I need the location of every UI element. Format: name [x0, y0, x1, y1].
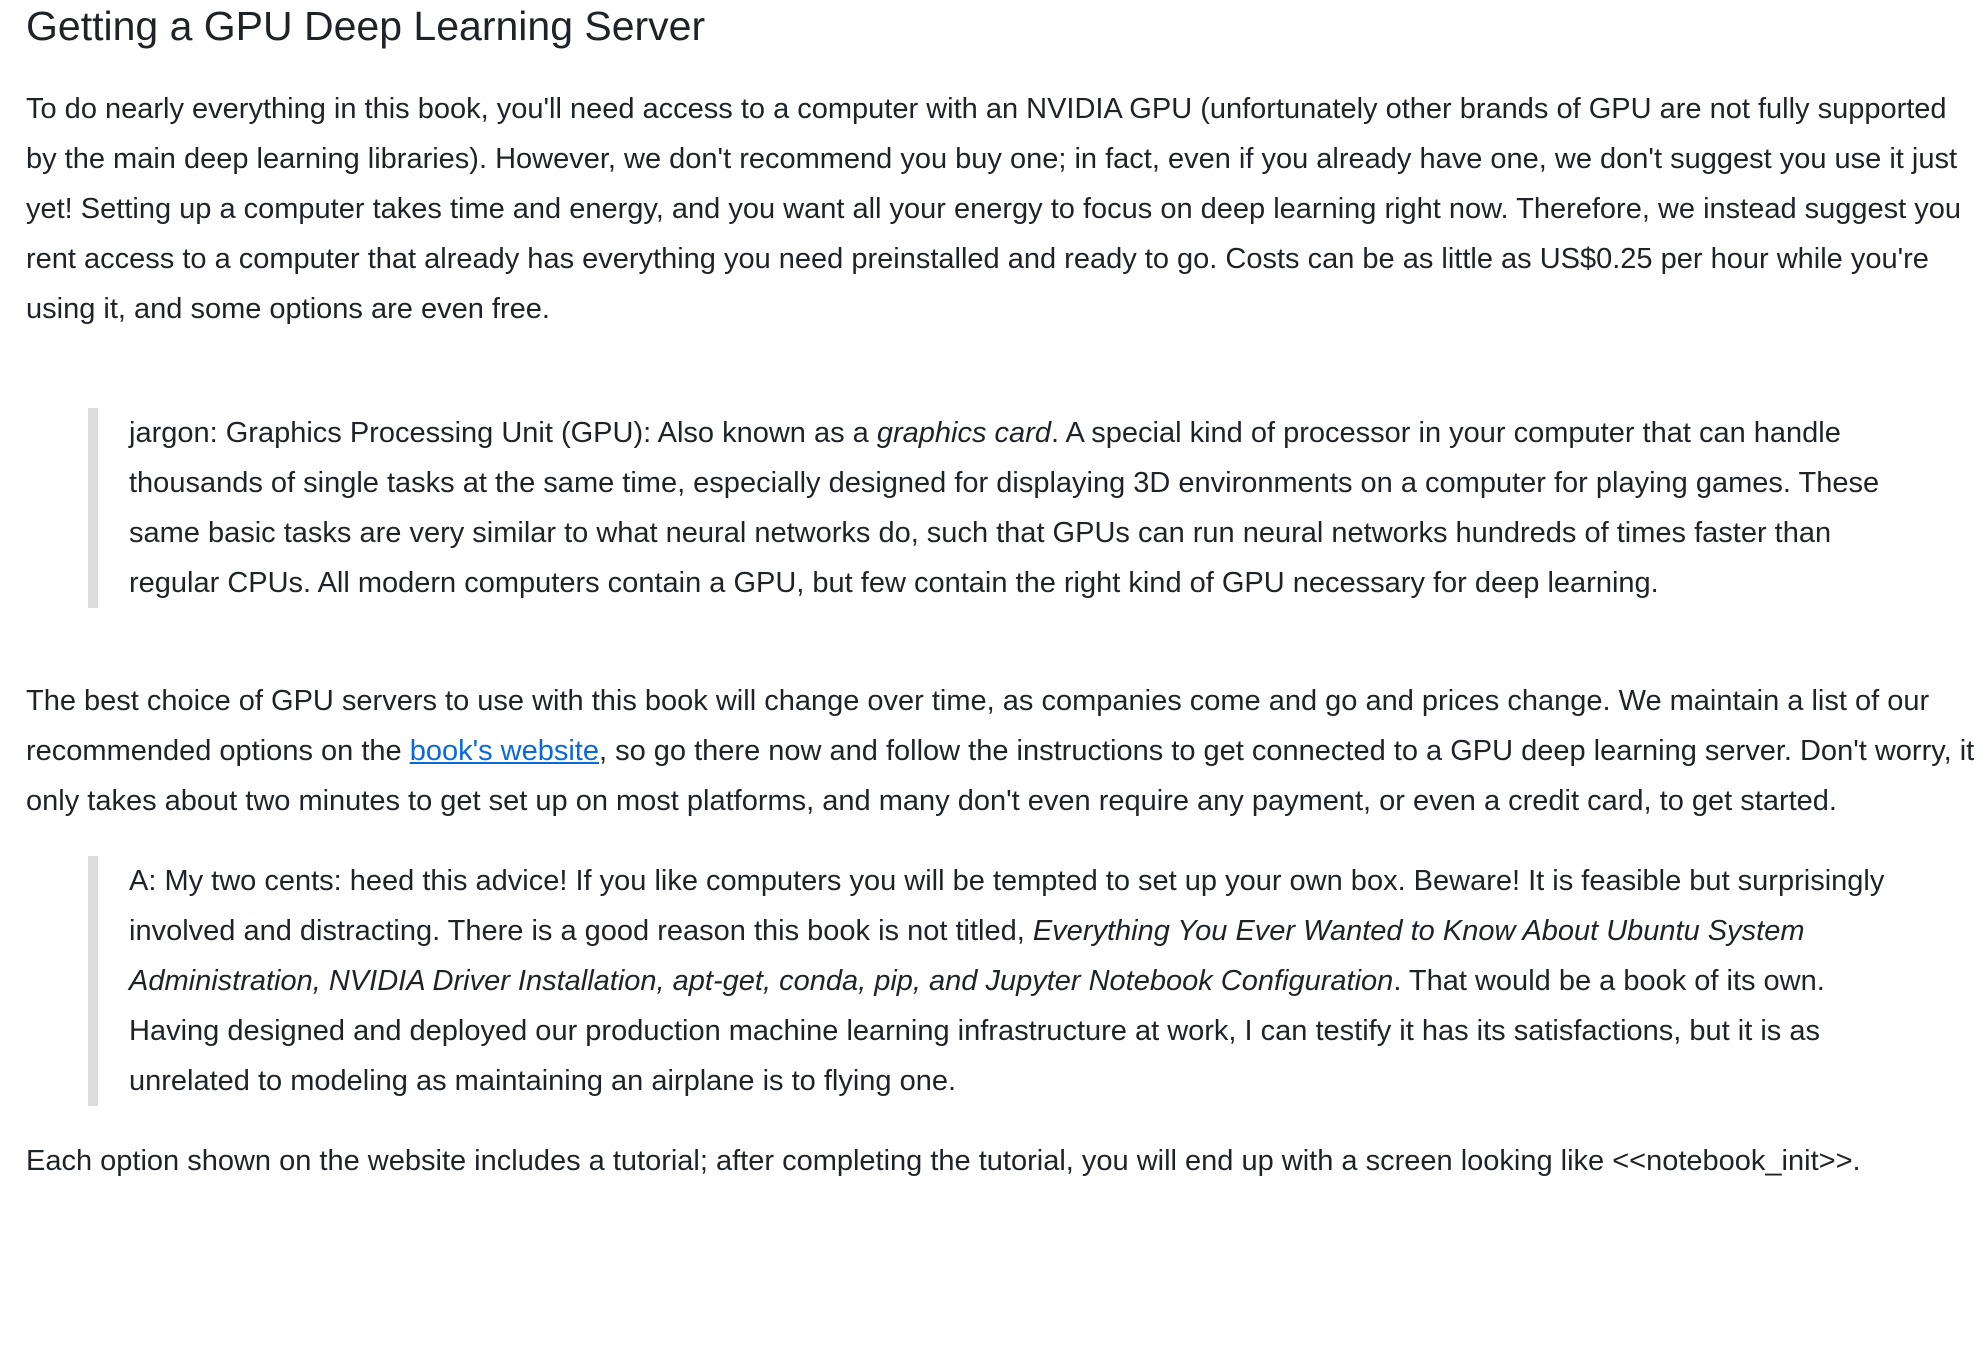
choice-text-end: , so go there now and follow the instructions to get connected to a GPU deep learning server. Don't worry, it only takes about two minutes to get set up on most platforms, and many don't even require any payment, or even a credit card, to get started. — [26, 735, 1975, 817]
jargon-emphasis: graphics card — [876, 417, 1051, 449]
final-paragraph: Each option shown on the website includes a tutorial; after completing the tutorial, you will end up with a screen looking like <<notebook_init>>. — [26, 1145, 1861, 1177]
advice-text-start: A: My two cents: heed this advice! If you like computers you will be tempted to set up your own box. Beware! It is feasible but surprisingly involved and distracting. There is a good reason this book is not titled, — [129, 865, 1885, 947]
advice-emphasis: Everything You Ever Wanted to Know About Ubuntu System Administration, NVIDIA Driver Installation, apt-get, conda, pip, and Jupyter Notebook Configuration — [129, 915, 1805, 997]
advice-text-end: . That would be a book of its own. Having designed and deployed our production machine learning infrastructure at work, I can testify it has its satisfactions, but it is as unrelated to modeling as maintaining an airplane is to flying one. — [129, 965, 1825, 1097]
choice-text-start: The best choice of GPU servers to use with this book will change over time, as companies come and go and prices change. We maintain a list of our recommended options on the — [26, 685, 1930, 767]
books-website-link[interactable]: book's website — [409, 735, 599, 767]
gpu-choice-paragraph — [26, 676, 1976, 826]
jargon-text — [129, 408, 1888, 608]
section-heading: Getting a GPU Deep Learning Server — [26, 3, 706, 49]
jargon-text-end: . A special kind of processor in your computer that can handle thousands of single tasks at the same time, especially designed for displaying 3D environments on a computer for playing games. These same basic tasks are very similar to what neural networks do, such that GPUs can run neural networks hundreds of times faster than regular CPUs. All modern computers contain a GPU, but few contain the right kind of GPU necessary for deep learning. — [129, 417, 1880, 599]
jargon-blockquote — [88, 408, 1888, 608]
intro-paragraph: To do nearly everything in this book, you'll need access to a computer with an NVIDIA GPU (unfortunately other brands of GPU are not fully supported by the main deep learning libraries). However, we don't recommend you buy one; in fact, even if you already have one, we don't suggest you use it just yet! Setting up a computer takes time and energy, and you want all your energy to focus on deep learning right now. Therefore, we instead suggest you rent access to a computer that already has everything you need preinstalled and ready to go. Costs can be as little as US$0.25 per hour while you're using it, and some options are even free. — [26, 93, 1962, 325]
advice-text — [129, 856, 1888, 1106]
advice-blockquote — [88, 856, 1888, 1106]
jargon-text-start: jargon: Graphics Processing Unit (GPU): Also known as a — [129, 417, 877, 449]
